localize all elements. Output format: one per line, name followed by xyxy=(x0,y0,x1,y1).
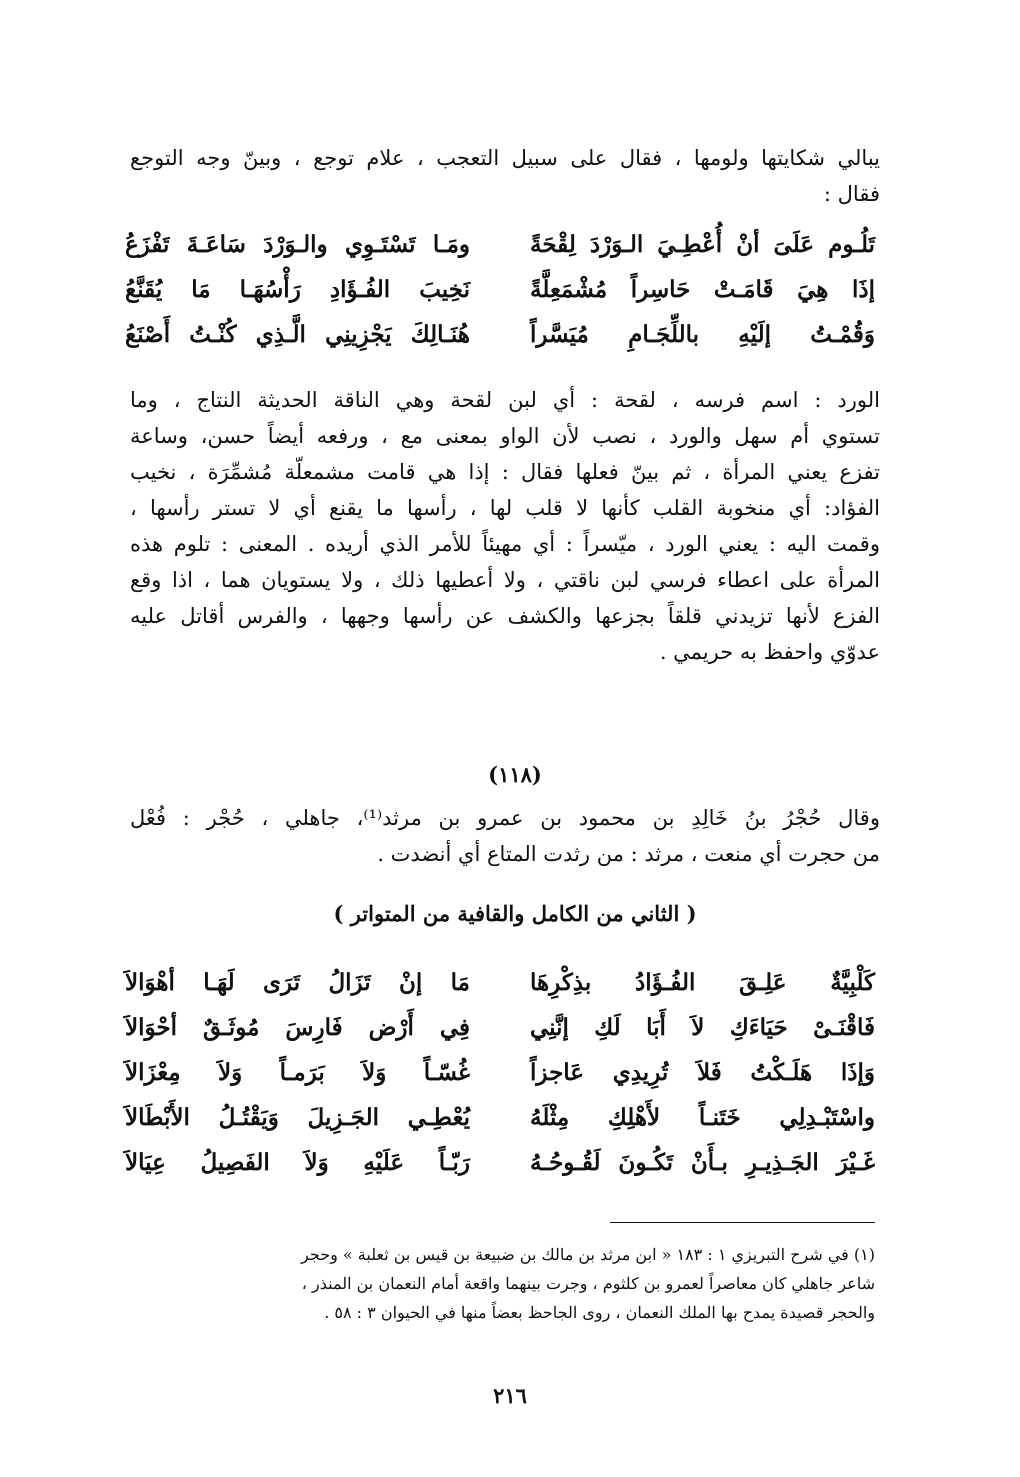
verse-second-hemistich: فِي أَرْض فَارِسَ مُوثَـقٌ أحْوَالاَ xyxy=(125,1014,470,1041)
verse xyxy=(125,1095,875,1140)
verse-first-hemistich: غَـيْرَ الجَـذِيـرِ بـأَنْ تَكُـونَ لَقُـوحُـهُ xyxy=(530,1149,875,1176)
verse-first-hemistich: تَلُـوم عَلَىَ أنْ أُعْطِـيَ الـوَرْدَ لِقْحَةً xyxy=(530,231,875,258)
text-line: الفؤاد: أي منخوبة القلب كأنها لا قلب لها ، رأسها ما يقنع أي لا تستر رأسها ، xyxy=(130,496,880,520)
verse-second-hemistich: نَخِيبَ الفُـؤَادِ رَأْسُهَـا مَا يُقَنَّعُ xyxy=(125,276,470,303)
meter-label: ( الثاني من الكامل والقافية من المتواتر ) xyxy=(333,901,697,926)
verse-second-hemistich: رَبّـاً عَلَيْهِ وَلاَ الفَصِيلُ عِيَالاَ xyxy=(125,1149,470,1176)
verse-second-hemistich: ومَـا تَسْتَـوِي والـوَرْدَ سَاعَـةَ تَفْزَعُ xyxy=(125,231,470,258)
commentary-paragraph xyxy=(130,382,880,670)
text-line: يبالي شكايتها ولومها ، فقال على سبيل التعجب ، علام توجع ، وبينّ وجه التوجع xyxy=(130,146,880,170)
verse-first-hemistich: فَاقْنَـىْ حَيَاءَكِ لاَ أَبَا لَكِ إنَّنِي xyxy=(530,1014,875,1041)
text-line: المرأة على اعطاء فرسي لبن ناقتي ، ولا أعطيها ذلك ، ولا يستويان هما ، اذا وقع xyxy=(130,568,880,592)
text-line: الفزع لأنها تزيدني قلقاً بجزعها والكشف عن رأسها وجهها ، والفرس أقاتل عليه xyxy=(130,604,880,628)
verse xyxy=(125,312,875,357)
text-line: تفزع يعني المرأة ، ثم بينّ فعلها فقال : إذا هي قامت مشمعلّة مُشمِّرَة ، نخيب xyxy=(130,460,880,484)
text-line: وقال حُجْرُ بنُ خَالِدِ بن محمود بن عمرو بن مرثد⁽¹⁾، جاهلي ، حُجْر : فُعْل xyxy=(130,806,880,830)
verse-first-hemistich: إذَا هِيَ قَامَـتْ حَاسِراً مُشْمَعِلَّةً xyxy=(530,276,875,303)
verse-first-hemistich: كَلْبِيَّةٌ عَلِـقَ الفُـؤَادُ بذِكْرِهَا xyxy=(530,969,875,996)
section-intro xyxy=(130,800,880,872)
text-line: الورد : اسم فرسه ، لقحة : أي لبن لقحة وهي الناقة الحديثة النتاج ، وما xyxy=(130,388,880,412)
footnote-line: (١) في شرح التبريزي ١ : ١٨٣ « ابن مرثد بن مالك بن ضبيعة بن قيس بن ثعلبة » وحجر xyxy=(301,1245,875,1264)
verse-second-hemistich: يُعْطِـي الجَـزِيلَ وَيَقْتُـلُ الأَبْطَالاَ xyxy=(125,1104,470,1131)
verse-first-hemistich: واسْتَبْـدِلِي خَتَنـاً لأَهْلِكِ مِثْلَهُ xyxy=(530,1104,875,1131)
poem-first xyxy=(125,222,875,357)
verse xyxy=(125,267,875,312)
footnotes xyxy=(125,1240,875,1327)
footnote-divider xyxy=(610,1222,875,1223)
footnote-line: والحجر قصيدة يمدح بها الملك النعمان ، روى الجاحظ بعضاً منها في الحيوان ٣ : ٥٨ . xyxy=(324,1303,875,1322)
intro-paragraph xyxy=(130,140,880,212)
verse-second-hemistich: هُنَـالِكَ يَجْزِينِي الَّـذِي كُنْـتُ أَصْنَعُ xyxy=(125,321,470,348)
page-number: ٢١٦ xyxy=(493,1383,527,1408)
section-number: (١١٨) xyxy=(488,762,542,787)
verse-second-hemistich: غُسّـاً وَلاَ بَرَمـاً وَلاَ مِعْزَالاَ xyxy=(125,1059,470,1086)
poem-second xyxy=(125,960,875,1185)
verse-first-hemistich: وَقُمْـتُ إلَيْهِ باللِّجَـامِ مُيَسَّراً xyxy=(530,321,875,348)
footnote-line: شاعر جاهلي كان معاصراً لعمرو بن كلثوم ، وجرت بينهما واقعة أمام النعمان بن المنذر ، xyxy=(301,1274,875,1293)
text-line: تستوي أم سهل والورد ، نصب لأن الواو بمعنى مع ، ورفعه أيضاً حسن، وساعة xyxy=(130,424,880,448)
verse xyxy=(125,960,875,1005)
verse-first-hemistich: وَإذَا هَلَـكْتُ فَلاَ تُرِيدِي عَاجزاً xyxy=(530,1059,875,1086)
verse xyxy=(125,1005,875,1050)
text-line: من حجرت أي منعت ، مرثد : من رثدت المتاع أي أنضدت . xyxy=(377,842,880,866)
text-line: فقال : xyxy=(823,182,880,206)
text-line: عدوّي واحفظ به حريمي . xyxy=(659,640,880,664)
verse xyxy=(125,222,875,267)
verse xyxy=(125,1050,875,1095)
text-line: وقمت اليه : يعني الورد ، ميّسراً : أي مهيئاً للأمر الذي أريده . المعنى : تلوم هذه xyxy=(130,532,880,556)
verse-second-hemistich: مَا إنْ تَزَالُ تَرَى لَهَـا أهْوَالاَ xyxy=(125,969,470,996)
verse xyxy=(125,1140,875,1185)
